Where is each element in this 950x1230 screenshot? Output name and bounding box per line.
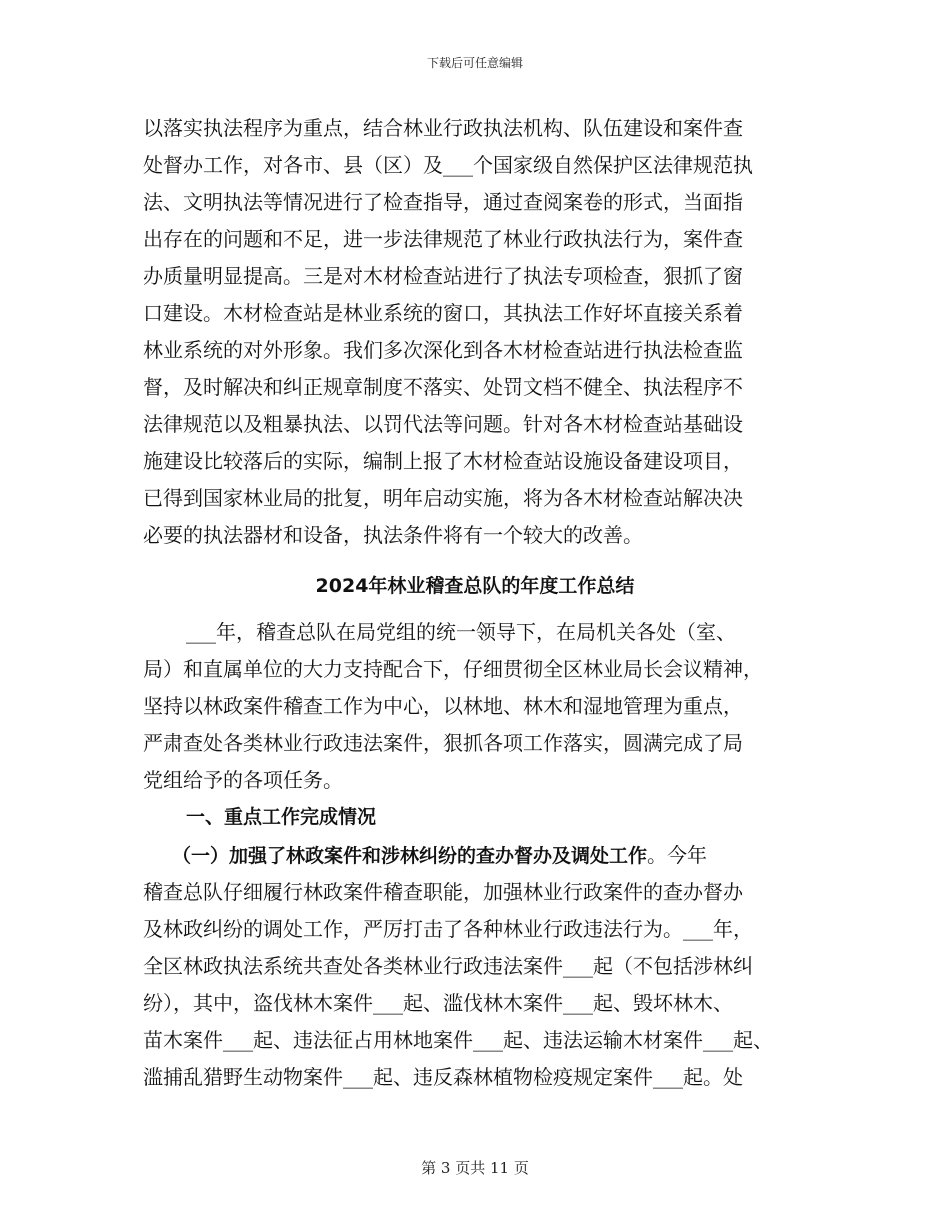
paragraph-line: 施建设比较落后的实际，编制上报了木材检查站设施设备建设项目，: [143, 449, 743, 473]
paragraph-line: 严肃查处各类林业行政违法案件，狠抓各项工作落实，圆满完成了局: [143, 731, 743, 755]
section-heading: 一、重点工作完成情况: [186, 806, 377, 828]
paragraph-line: 全区林政执法系统共查处各类林业行政违法案件___起（不包括涉林纠: [143, 954, 753, 978]
paragraph-line: 及林政纠纷的调处工作，严厉打击了各种林业行政违法行为。___年，: [143, 917, 753, 941]
paragraph-line: 坚持以林政案件稽查工作为中心，以林地、林木和湿地管理为重点，: [143, 694, 743, 718]
paragraph-line: 党组给予的各项任务。: [143, 768, 343, 792]
paragraph-line: 纷），其中，盗伐林木案件___起、滥伐林木案件___起、毁坏林木、: [143, 991, 733, 1015]
paragraph-line: 必要的执法器材和设备，执法条件将有一个较大的改善。: [143, 523, 643, 547]
paragraph-line: 督，及时解决和纠正规章制度不落实、处罚文档不健全、执法程序不: [143, 375, 743, 399]
paragraph-line: 林业系统的对外形象。我们多次深化到各木材检查站进行执法检查监: [143, 338, 743, 362]
paragraph-line: 处督办工作，对各市、县（区）及___个国家级自然保护区法律规范执: [143, 153, 753, 177]
page-header: 下载后可任意编辑: [426, 56, 523, 70]
paragraph-line: 出存在的问题和不足，进一步法律规范了林业行政执法行为，案件查: [143, 227, 743, 251]
paragraph-line: ___年，稽查总队在局党组的统一领导下，在局机关各处（室、: [186, 620, 736, 644]
paragraph-line: 法、文明执法等情况进行了检查指导，通过查阅案卷的形式，当面指: [143, 190, 743, 214]
paragraph-line: 口建设。木材检查站是林业系统的窗口，其执法工作好坏直接关系着: [143, 301, 743, 325]
paragraph-line: 局）和直属单位的大力支持配合下，仔细贯彻全区林业局长会议精神，: [143, 657, 763, 681]
paragraph-line: 苗木案件___起、违法征占用林地案件___起、违法运输木材案件___起、: [143, 1028, 773, 1052]
paragraph-line: 滥捕乱猎野生动物案件___起、违反森林植物检疫规定案件___起。处: [143, 1065, 743, 1089]
subheading-bold: （一）加强了林政案件和涉林纠纷的查办督办及调处工作: [172, 845, 648, 867]
page-footer: 第 3 页共 11 页: [421, 1159, 529, 1177]
document-title: 2024年林业稽查总队的年度工作总结: [315, 575, 635, 597]
paragraph-line: 法律规范以及粗暴执法、以罚代法等问题。针对各木材检查站基础设: [143, 412, 743, 436]
paragraph-line: 已得到国家林业局的批复，明年启动实施，将为各木材检查站解决决: [143, 486, 743, 510]
paragraph-line: 稽查总队仔细履行林政案件稽查职能，加强林业行政案件的查办督办: [143, 880, 743, 904]
paragraph-line: 办质量明显提高。三是对木材检查站进行了执法专项检查，狠抓了窗: [143, 264, 743, 288]
subheading-line: [172, 845, 707, 866]
subheading-rest: 。今年: [647, 843, 708, 867]
paragraph-line: 以落实执法程序为重点，结合林业行政执法机构、队伍建设和案件查: [143, 116, 743, 140]
